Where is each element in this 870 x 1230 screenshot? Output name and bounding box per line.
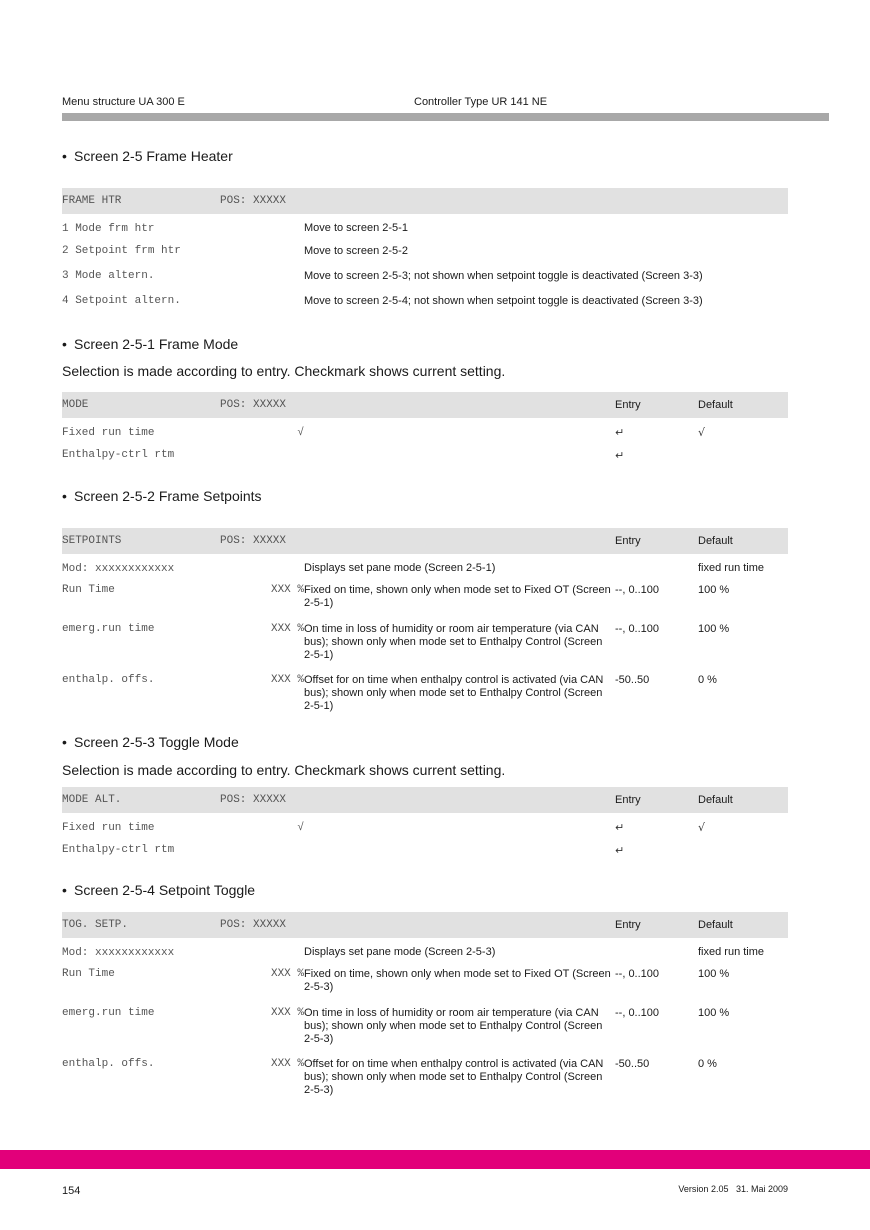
entry-header: Entry bbox=[615, 912, 698, 938]
screen-pos: POS: XXXXX bbox=[220, 912, 304, 938]
bullet-icon: • bbox=[62, 734, 67, 750]
table-row: Mod: xxxxxxxxxxxx Displays set pane mode (Screen 2-5-3) fixed run time bbox=[62, 946, 765, 959]
entry-header: Entry bbox=[615, 392, 698, 418]
table-row: Fixed run time √ ↵ √ bbox=[62, 813, 788, 838]
screen-table-2-5-1 bbox=[62, 392, 788, 468]
checkmark-icon: √ bbox=[297, 427, 304, 439]
header-divider bbox=[62, 113, 829, 121]
version-info: Version 2.05 31. Mai 2009 bbox=[678, 1184, 788, 1194]
screen-name: SETPOINTS bbox=[62, 528, 220, 554]
bullet-icon: • bbox=[62, 148, 67, 164]
section-note: Selection is made according to entry. Checkmark shows current setting. bbox=[62, 762, 506, 778]
screen-table-2-5-2 bbox=[62, 528, 788, 715]
bullet-icon: • bbox=[62, 336, 67, 352]
bullet-icon: • bbox=[62, 882, 67, 898]
table-row: 1 Mode frm htr Move to screen 2-5-1 bbox=[62, 222, 408, 235]
table-row: Run Time XXX % Fixed on time, shown only when mode set to Fixed OT (Screen 2-5-1) --, 0..100 100 % bbox=[62, 584, 730, 609]
table-row: Run Time XXX % Fixed on time, shown only when mode set to Fixed OT (Screen 2-5-3) --, 0..100 100 % bbox=[62, 968, 730, 993]
table-row: 4 Setpoint altern. Move to screen 2-5-4; not shown when setpoint toggle is deactivated (Screen 3-3) bbox=[62, 295, 703, 307]
entry-header: Entry bbox=[615, 528, 698, 554]
table-header-row bbox=[62, 392, 788, 418]
table-header-row bbox=[62, 188, 788, 214]
footer-bar bbox=[0, 1150, 870, 1169]
checkmark-icon: √ bbox=[698, 821, 706, 834]
table-row: Enthalpy-ctrl rtm ↵ bbox=[62, 443, 788, 468]
enter-icon: ↵ bbox=[615, 844, 625, 857]
enter-icon: ↵ bbox=[615, 821, 625, 834]
default-header: Default bbox=[698, 912, 788, 938]
section-note: Selection is made according to entry. Checkmark shows current setting. bbox=[62, 363, 506, 379]
section-title-2-5: • Screen 2-5 Frame Heater bbox=[62, 148, 233, 164]
table-header-row bbox=[62, 787, 788, 813]
table-row: Fixed run time √ ↵ √ bbox=[62, 418, 788, 443]
screen-name: MODE ALT. bbox=[62, 787, 220, 813]
checkmark-icon: √ bbox=[297, 822, 304, 834]
screen-name: MODE bbox=[62, 392, 220, 418]
bullet-icon: • bbox=[62, 488, 67, 504]
enter-icon: ↵ bbox=[615, 449, 625, 462]
screen-pos: POS: XXXXX bbox=[220, 392, 304, 418]
table-row: enthalp. offs. XXX % Offset for on time when enthalpy control is activated (via CAN bus); shown only when mode set to Enthalpy Control (Screen 2-5-1) -50..50 0 % bbox=[62, 674, 717, 712]
controller-type: Controller Type UR 141 NE bbox=[414, 96, 548, 108]
table-row: emerg.run time XXX % On time in loss of humidity or room air temperature (via CAN bus); shown only when mode set to Enthalpy Control (Screen 2-5-3) --, 0..100 100 % bbox=[62, 1007, 730, 1045]
section-title-2-5-3: • Screen 2-5-3 Toggle Mode bbox=[62, 734, 239, 750]
section-title-2-5-2: • Screen 2-5-2 Frame Setpoints bbox=[62, 488, 262, 504]
table-header-row bbox=[62, 912, 788, 938]
document-title: Menu structure UA 300 E bbox=[62, 96, 185, 108]
table-header-row bbox=[62, 528, 788, 554]
table-row: emerg.run time XXX % On time in loss of humidity or room air temperature (via CAN bus); shown only when mode set to Enthalpy Control (Screen 2-5-1) --, 0..100 100 % bbox=[62, 623, 730, 661]
section-title-2-5-1: • Screen 2-5-1 Frame Mode bbox=[62, 336, 239, 352]
screen-pos: POS: XXXXX bbox=[220, 188, 788, 214]
screen-table-2-5-3 bbox=[62, 787, 788, 863]
default-header: Default bbox=[698, 392, 788, 418]
screen-pos: POS: XXXXX bbox=[220, 528, 304, 554]
default-header: Default bbox=[698, 528, 788, 554]
screen-name: FRAME HTR bbox=[62, 188, 220, 214]
checkmark-icon: √ bbox=[698, 426, 706, 439]
page-header bbox=[62, 96, 829, 110]
table-row: Enthalpy-ctrl rtm ↵ bbox=[62, 838, 788, 863]
table-row: 2 Setpoint frm htr Move to screen 2-5-2 bbox=[62, 245, 408, 257]
screen-table-2-5 bbox=[62, 188, 788, 314]
section-title-2-5-4: • Screen 2-5-4 Setpoint Toggle bbox=[62, 882, 256, 898]
page-content bbox=[62, 146, 788, 1099]
table-row: 3 Mode altern. Move to screen 2-5-3; not shown when setpoint toggle is deactivated (Screen 3-3) bbox=[62, 270, 703, 282]
screen-table-2-5-4 bbox=[62, 912, 788, 1099]
page-number: 154 bbox=[62, 1185, 81, 1197]
screen-name: TOG. SETP. bbox=[62, 912, 220, 938]
table-row: enthalp. offs. XXX % Offset for on time when enthalpy control is activated (via CAN bus); shown only when mode set to Enthalpy Control (Screen 2-5-3) -50..50 0 % bbox=[62, 1058, 717, 1096]
entry-header: Entry bbox=[615, 787, 698, 813]
screen-pos: POS: XXXXX bbox=[220, 787, 304, 813]
table-row: Mod: xxxxxxxxxxxx Displays set pane mode (Screen 2-5-1) fixed run time bbox=[62, 562, 765, 575]
enter-icon: ↵ bbox=[615, 426, 625, 439]
default-header: Default bbox=[698, 787, 788, 813]
